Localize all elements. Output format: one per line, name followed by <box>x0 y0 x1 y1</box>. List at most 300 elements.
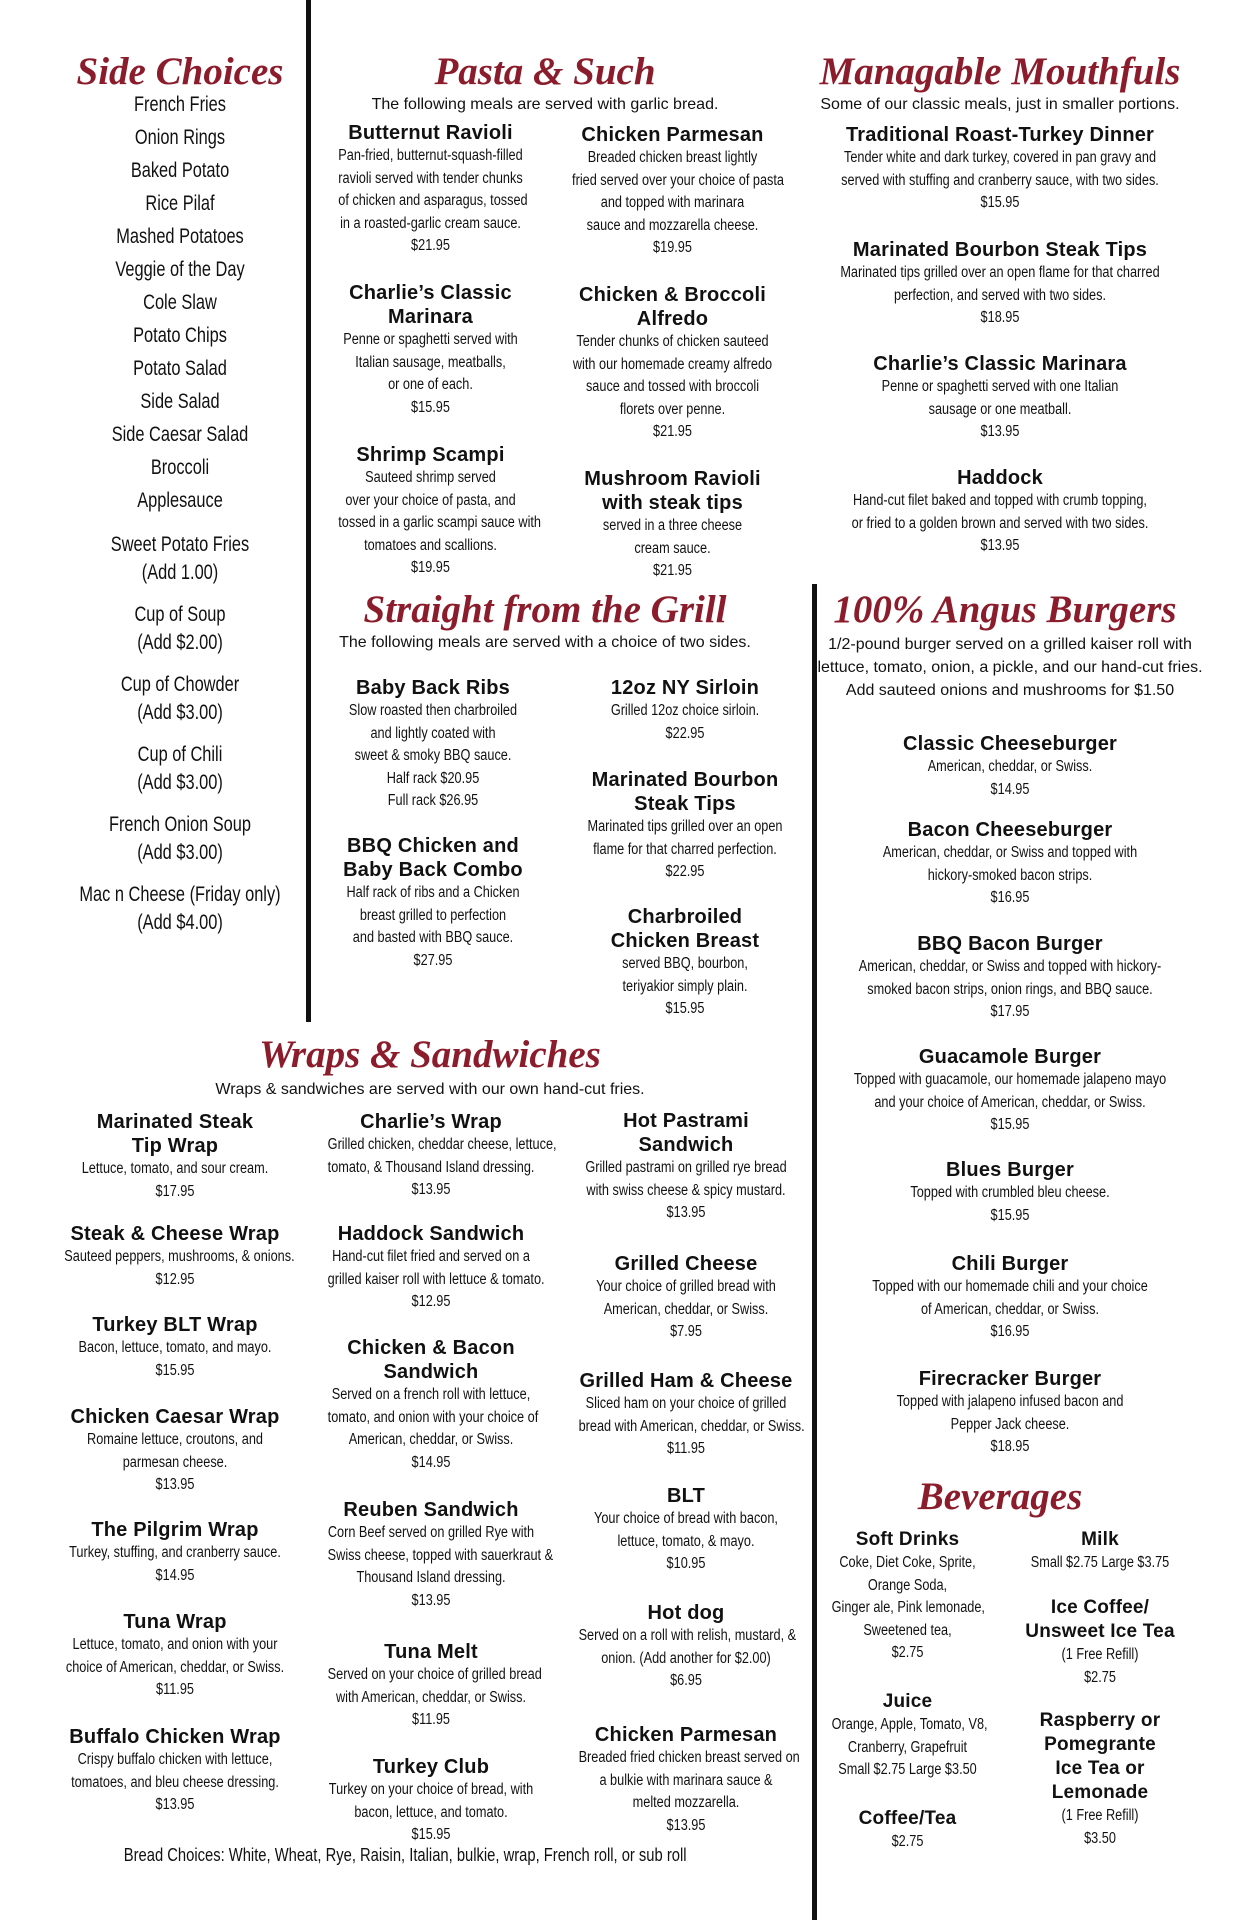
description-text: Topped with guacamole, our homemade jalapeno mayo <box>853 1071 1167 1088</box>
menu-item-name-line: Guacamole Burger <box>918 1046 1102 1068</box>
menu-item-name <box>815 1045 1205 1069</box>
price-text: $15.95 <box>990 1116 1030 1133</box>
description-text: Penne or spaghetti served with <box>343 331 518 348</box>
menu-item-description-line <box>1005 1805 1195 1828</box>
menu-item-description-line <box>815 1414 1205 1437</box>
menu-item-name-line: Chicken Parmesan <box>594 1724 778 1746</box>
menu-item-name <box>555 1369 817 1393</box>
menu-item-description <box>560 953 810 1021</box>
price-text: $21.95 <box>411 237 450 254</box>
description-text: and lightly coated with <box>370 724 496 742</box>
menu-item-name <box>1005 1596 1195 1644</box>
menu-item-name-line: Sandwich <box>638 1134 734 1156</box>
menu-item <box>555 1252 817 1344</box>
description-text: sauce and mozzarella cheese. <box>586 216 759 234</box>
menu-item-price <box>560 998 810 1021</box>
grill-subtitle: The following meals are served with a choice of two sides. <box>339 634 751 651</box>
menu-item-description-line <box>815 1276 1205 1299</box>
menu-item-price <box>815 1205 1205 1228</box>
menu-item-price <box>40 1679 310 1702</box>
menu-item-description-line <box>555 1276 817 1299</box>
description-text: of chicken and asparagus, tossed <box>338 192 528 209</box>
description-text: or fried to a golden brown and served with two sides. <box>851 514 1149 532</box>
menu-item-description-line <box>318 467 543 490</box>
menu-item-name-line: Hot dog <box>647 1602 725 1624</box>
menu-item-description-line <box>815 1714 1000 1737</box>
description-text: (1 Free Refill) <box>1061 1646 1139 1663</box>
menu-item-price <box>1005 1667 1195 1690</box>
menu-item-name-line: with steak tips <box>602 492 743 514</box>
description-text: American, cheddar, or Swiss. <box>927 758 1093 775</box>
description-text: Pan-fried, butternut-squash-filled <box>338 147 523 164</box>
menu-item-description-line <box>815 1620 1000 1643</box>
menu-item <box>795 123 1205 215</box>
menu-item-name-line: Chili Burger <box>951 1253 1069 1275</box>
menu-item-name <box>815 1690 1000 1714</box>
menu-item-description-line <box>550 538 795 561</box>
price-text: $15.95 <box>411 1826 451 1843</box>
menu-item-description-line <box>305 1779 557 1802</box>
menu-item-description-line <box>305 1269 557 1292</box>
menu-item-name-line: Milk <box>1081 1529 1119 1550</box>
menu-item-description <box>815 842 1205 910</box>
menu-item-price <box>318 235 543 258</box>
menu-item-description-line <box>550 376 795 399</box>
menu-item-description <box>305 1384 557 1474</box>
menu-item-description <box>815 1391 1205 1459</box>
menu-item-name-line: Chicken & Broccoli <box>579 284 766 306</box>
price-text: $12.95 <box>411 1293 451 1310</box>
menu-item-price <box>40 1360 310 1383</box>
menu-item <box>40 1725 310 1817</box>
menu-item-description <box>555 1508 817 1576</box>
description-text: parmesan cheese. <box>122 1453 228 1471</box>
menu-item-name <box>795 238 1205 262</box>
menu-item-name <box>40 1610 310 1634</box>
menu-item-price <box>550 560 795 583</box>
description-text: served in a three cheese <box>602 517 743 534</box>
menu-item-name-line: BBQ Chicken and <box>347 835 519 857</box>
menu-item <box>305 1222 557 1314</box>
menu-item-description-line <box>555 1747 817 1770</box>
menu-item-price <box>305 1291 557 1314</box>
description-text: fried served over your choice of pasta <box>572 171 784 189</box>
menu-item-description <box>40 1337 310 1382</box>
menu-item-price <box>555 1815 817 1838</box>
description-text: Served on your choice of grilled bread <box>327 1666 542 1683</box>
menu-item-description-line <box>305 1384 557 1407</box>
description-text: ravioli served with tender chunks <box>338 169 523 187</box>
description-text: Marinated tips grilled over an open <box>587 818 783 835</box>
menu-item-description <box>795 262 1205 330</box>
menu-item-description-line <box>555 1770 817 1793</box>
description-text: Corn Beef served on grilled Rye with <box>327 1524 535 1541</box>
menu-item-description <box>815 1069 1205 1137</box>
menu-item-description <box>555 1747 817 1837</box>
menu-item-description <box>305 1522 557 1612</box>
menu-item-description-line <box>555 1792 817 1815</box>
price-text: $13.95 <box>666 1204 706 1221</box>
description-text: Topped with jalapeno infused bacon and <box>896 1393 1124 1410</box>
description-text: tomatoes and scallions. <box>364 536 497 554</box>
menu-item-description-line <box>305 1246 557 1269</box>
burgers-subtitle-line: Add sauteed onions and mushrooms for $1.50 <box>845 682 1175 699</box>
description-text: Orange Soda, <box>867 1576 948 1594</box>
side-choice-extra: Cup of Chowder <box>120 673 240 696</box>
description-text: Bacon, lettuce, tomato, and mayo. <box>78 1339 272 1356</box>
menu-item-description-line <box>305 1407 557 1430</box>
menu-item-description <box>550 515 795 583</box>
menu-item <box>795 466 1205 558</box>
menu-item-description-line <box>40 1634 310 1657</box>
menu-item-name <box>555 1109 817 1157</box>
side-choice-item: Potato Salad <box>133 357 227 380</box>
menu-item-description <box>305 1664 557 1732</box>
description-text: of American, cheddar, or Swiss. <box>920 1300 1100 1318</box>
menu-item-description-line <box>318 329 543 352</box>
menu-item <box>550 467 795 583</box>
menu-item-name-line: Unsweet Ice Tea <box>1025 1621 1175 1642</box>
description-text: a bulkie with marinara sauce & <box>599 1771 773 1789</box>
menu-item-name <box>815 1807 1000 1831</box>
menu-item-price <box>555 1438 817 1461</box>
menu-item-description-line <box>305 1687 557 1710</box>
menu-item-price <box>550 237 795 260</box>
price-text: $11.95 <box>667 1440 705 1457</box>
side-choice-item: Broccoli <box>150 456 210 479</box>
menu-item-name-line: Mushroom Ravioli <box>584 468 761 490</box>
menu-item-name-line: Haddock Sandwich <box>337 1223 525 1245</box>
menu-item-description-line <box>318 190 543 213</box>
description-text: and your choice of American, cheddar, or Swiss. <box>874 1093 1146 1111</box>
menu-item-description-line <box>1005 1552 1195 1575</box>
menu-item-description <box>555 1276 817 1344</box>
menu-item-description-line <box>555 1299 817 1322</box>
menu-item-description-line <box>815 979 1205 1002</box>
description-text: sweet & smoky BBQ sauce. <box>354 747 512 764</box>
menu-item-name <box>815 818 1205 842</box>
description-text: or one of each. <box>388 376 473 393</box>
menu-item-description <box>795 376 1205 444</box>
description-text: bread with American, cheddar, or Swiss. <box>578 1417 805 1435</box>
description-text: flame for that charred perfection. <box>593 840 777 858</box>
side-choice-extra: Sweet Potato Fries <box>110 533 250 556</box>
menu-item-description-line <box>550 215 795 238</box>
description-text: Cranberry, Grapefruit <box>847 1738 968 1756</box>
menu-item-name <box>305 1498 557 1522</box>
description-text: Crispy buffalo chicken with lettuce, <box>77 1751 273 1768</box>
description-text: perfection, and served with two sides. <box>894 286 1106 304</box>
price-text: $21.95 <box>653 562 692 579</box>
menu-item <box>318 121 543 258</box>
description-text: Your choice of grilled bread with <box>596 1278 776 1295</box>
menu-item-name <box>305 1222 557 1246</box>
menu-item <box>815 818 1205 910</box>
menu-item-price <box>305 1590 557 1613</box>
menu-item-name <box>40 1313 310 1337</box>
menu-item <box>318 443 543 580</box>
price-text: $11.95 <box>156 1681 194 1698</box>
menu-item-name <box>560 905 810 953</box>
menu-item-name-line: Baby Back Combo <box>343 859 523 881</box>
price-text: $18.95 <box>980 309 1020 326</box>
description-text: breast grilled to perfection <box>359 906 507 924</box>
side-choice-item: Veggie of the Day <box>115 258 245 281</box>
side-choice-extra: (Add $3.00) <box>137 771 223 794</box>
price-text: $17.95 <box>990 1003 1030 1020</box>
price-text: $13.95 <box>411 1181 451 1198</box>
spacer <box>40 797 320 811</box>
description-text: Orange, Apple, Tomato, V8, <box>831 1716 988 1733</box>
menu-item-name <box>550 123 795 147</box>
grill-title: Straight from the Grill <box>363 588 727 631</box>
price-text: $14.95 <box>155 1566 195 1584</box>
description-text: sausage or one meatball. <box>928 400 1072 418</box>
menu-item-price <box>555 1202 817 1225</box>
menu-item <box>555 1601 817 1693</box>
description-text: Hand-cut filet baked and topped with crumb topping, <box>853 492 1147 509</box>
menu-item-price <box>40 1794 310 1817</box>
description-text: and basted with BBQ sauce. <box>352 929 514 946</box>
menu-item-description-line <box>815 865 1205 888</box>
wraps-title: Wraps & Sandwiches <box>259 1033 601 1076</box>
menu-item-name <box>550 283 795 331</box>
price-text: $13.95 <box>980 423 1020 440</box>
menu-item-description <box>795 147 1205 215</box>
menu-item-description-line <box>305 1157 557 1180</box>
menu-item-description-line <box>318 535 543 558</box>
menu-item-name <box>40 1725 310 1749</box>
menu-item <box>40 1405 310 1497</box>
menu-item-description <box>815 1714 1000 1782</box>
pasta-subtitle: The following meals are served with garlic bread. <box>371 96 719 113</box>
price-text: $19.95 <box>653 239 692 256</box>
menu-item-description-line <box>318 145 543 168</box>
mouthfuls-title: Managable Mouthfuls <box>819 50 1181 93</box>
menu-item-description-line <box>815 1552 1000 1575</box>
menu-item-name-line: Ice Coffee/ <box>1050 1597 1150 1618</box>
beverages-title: Beverages <box>917 1475 1083 1518</box>
menu-item-description-line <box>40 1246 310 1269</box>
description-text: Sweetened tea, <box>863 1621 952 1639</box>
description-text: Lettuce, tomato, and sour cream. <box>81 1160 269 1177</box>
menu-item <box>815 1807 1000 1854</box>
wraps-subtitle: Wraps & sandwiches are served with our own hand-cut fries. <box>215 1081 645 1098</box>
menu-item-price <box>815 1642 1000 1665</box>
description-text: in a roasted-garlic cream sauce. <box>340 214 521 232</box>
menu-item-description-line <box>815 1069 1205 1092</box>
spacer <box>40 867 320 881</box>
description-text: served BBQ, bourbon, <box>622 955 748 972</box>
price-text: $13.95 <box>666 1816 706 1834</box>
menu-item-name <box>815 1158 1205 1182</box>
menu-item-description <box>40 1542 310 1587</box>
price-text: $22.95 <box>665 724 705 742</box>
menu-item-name <box>555 1484 817 1508</box>
menu-item-description <box>40 1158 310 1203</box>
price-text: $15.95 <box>980 194 1020 211</box>
menu-item-description-line <box>40 1749 310 1772</box>
menu-item-price <box>815 1436 1205 1459</box>
menu-item-price <box>795 535 1205 558</box>
menu-item-description-line <box>815 1597 1000 1620</box>
price-text: $14.95 <box>411 1453 451 1471</box>
menu-item-description-line <box>40 1158 310 1181</box>
description-text: Slow roasted then charbroiled <box>348 702 518 719</box>
menu-item-price <box>40 1565 310 1588</box>
menu-item <box>815 1158 1205 1227</box>
menu-item-description-line <box>795 170 1205 193</box>
menu-item-description-line <box>40 1657 310 1680</box>
menu-item-price <box>795 192 1205 215</box>
side-choice-item: Rice Pilaf <box>145 192 215 215</box>
menu-item-description <box>40 1429 310 1497</box>
description-text: Sauteed peppers, mushrooms, & onions. <box>64 1248 295 1265</box>
price-text: $6.95 <box>670 1672 702 1689</box>
price-text: $15.95 <box>411 398 450 416</box>
description-text: Tender white and dark turkey, covered in pan gravy and <box>843 149 1157 166</box>
menu-item-description-line <box>555 1416 817 1439</box>
menu-item-description-line <box>555 1625 817 1648</box>
menu-item-name-line: Tuna Melt <box>384 1641 478 1663</box>
menu-item-description-line <box>40 1542 310 1565</box>
price-text: $2.75 <box>891 1644 924 1661</box>
menu-item-description-line <box>550 192 795 215</box>
menu-item-name-line: 12oz NY Sirloin <box>610 677 760 699</box>
menu-item-description-line <box>560 839 810 862</box>
menu-item-description-line <box>815 1759 1000 1782</box>
price-text: $2.75 <box>891 1833 924 1850</box>
menu-item-description <box>560 700 810 745</box>
price-text: $14.95 <box>990 780 1030 798</box>
description-text: tossed in a garlic scampi sauce with <box>338 514 542 531</box>
menu-item-name <box>305 1640 557 1664</box>
menu-item-description-line <box>795 513 1205 536</box>
menu-item-description-line <box>560 953 810 976</box>
menu-item-price <box>318 557 543 580</box>
menu-item-description <box>318 329 543 419</box>
menu-item-description-line <box>550 170 795 193</box>
menu-item-description-line <box>815 1575 1000 1598</box>
menu-item <box>550 283 795 444</box>
price-text: $19.95 <box>411 559 450 576</box>
menu-item <box>305 1336 557 1474</box>
menu-item-description-line <box>318 213 543 236</box>
menu-item-name-line: Chicken Breast <box>610 930 760 952</box>
menu-item-description-line <box>795 399 1205 422</box>
menu-item <box>795 352 1205 444</box>
description-text: Small $2.75 Large $3.50 <box>838 1761 977 1778</box>
burgers-subtitle <box>815 633 1205 702</box>
menu-item-description-line <box>815 1299 1205 1322</box>
side-choice-item: Side Caesar Salad <box>111 423 249 446</box>
menu-item <box>795 238 1205 330</box>
menu-item-description-line <box>305 1567 557 1590</box>
price-text: $17.95 <box>155 1182 195 1200</box>
description-text: with American, cheddar, or Swiss. <box>335 1688 527 1706</box>
menu-item-description-line <box>560 976 810 999</box>
mouthfuls-subtitle: Some of our classic meals, just in smaller portions. <box>820 96 1180 113</box>
menu-item-description-line <box>555 1393 817 1416</box>
menu-item-description <box>560 816 810 884</box>
menu-item-price <box>815 1001 1205 1024</box>
price-text: $18.95 <box>990 1438 1030 1455</box>
menu-item-description-line <box>815 756 1205 779</box>
price-text: $13.95 <box>980 537 1020 554</box>
description-text: American, cheddar, or Swiss. <box>348 1431 514 1448</box>
description-text: American, cheddar, or Swiss and topped with <box>882 844 1138 861</box>
spacer <box>40 517 320 531</box>
description-text: Italian sausage, meatballs, <box>355 353 506 371</box>
menu-item-name-line: Grilled Cheese <box>614 1253 758 1275</box>
menu-item-price <box>560 723 810 746</box>
menu-item-description <box>795 490 1205 558</box>
side-choice-extra: (Add 1.00) <box>141 561 219 584</box>
side-choice-item: Mashed Potatoes <box>116 225 244 248</box>
pasta-title: Pasta & Such <box>434 50 656 93</box>
side-choice-item: French Fries <box>134 93 226 116</box>
menu-item <box>40 1518 310 1587</box>
menu-item-price <box>550 421 795 444</box>
menu-item-name-line: Marinara <box>388 306 473 328</box>
menu-item-description-line <box>555 1157 817 1180</box>
burgers-title: 100% Angus Burgers <box>833 588 1177 631</box>
description-text: Coke, Diet Coke, Sprite, <box>839 1554 976 1571</box>
description-text: with our homemade creamy alfredo <box>572 355 773 373</box>
menu-item-name-line: Tip Wrap <box>131 1135 219 1157</box>
description-text: Topped with our homemade chili and your choice <box>872 1278 1148 1295</box>
menu-item-description <box>1005 1552 1195 1575</box>
menu-item-name-line: Juice <box>882 1691 933 1712</box>
price-text: $3.50 <box>1084 1829 1116 1847</box>
menu-item-description <box>40 1634 310 1702</box>
menu-item-description-line <box>815 1391 1205 1414</box>
menu-item-description-line <box>318 927 548 950</box>
price-text: $15.95 <box>990 1206 1030 1224</box>
menu-item-description-line <box>40 1772 310 1795</box>
menu-item-description-line <box>555 1508 817 1531</box>
menu-item-description <box>40 1749 310 1817</box>
menu-item-price <box>40 1181 310 1204</box>
menu-item-name <box>318 121 543 145</box>
description-text: Marinated tips grilled over an open flame for that charred <box>840 264 1160 281</box>
description-text: tomato, and onion with your choice of <box>327 1408 539 1426</box>
menu-item-description-line <box>318 723 548 746</box>
menu-item-name-line: Hot Pastrami <box>623 1110 749 1132</box>
menu-item-name-line: Haddock <box>957 467 1043 489</box>
menu-item <box>1005 1709 1195 1850</box>
side-choice-extra: Cup of Chili <box>137 743 223 766</box>
menu-item-name-line: Traditional Roast-Turkey Dinner <box>845 124 1155 146</box>
description-text: Penne or spaghetti served with one Italian <box>881 378 1119 395</box>
menu-item-description-line <box>318 768 548 791</box>
menu-item-description-line <box>305 1802 557 1825</box>
menu-item <box>815 1690 1000 1782</box>
menu-item-description-line <box>555 1180 817 1203</box>
menu-item-description-line <box>815 956 1205 979</box>
description-text: Topped with crumbled bleu cheese. <box>910 1184 1110 1201</box>
description-text: melted mozzarella. <box>632 1794 740 1811</box>
menu-item-description <box>815 956 1205 1024</box>
menu-item-name-line: Lemonade <box>1051 1782 1149 1803</box>
description-text: sauce and tossed with broccoli <box>585 378 760 395</box>
menu-item-price <box>305 1824 557 1847</box>
menu-item <box>560 768 810 884</box>
menu-item-price <box>555 1670 817 1693</box>
menu-item-name <box>318 676 548 700</box>
description-text: Grilled chicken, cheddar cheese, lettuce, <box>327 1136 557 1153</box>
description-text: Grilled pastrami on grilled rye bread <box>585 1159 787 1176</box>
